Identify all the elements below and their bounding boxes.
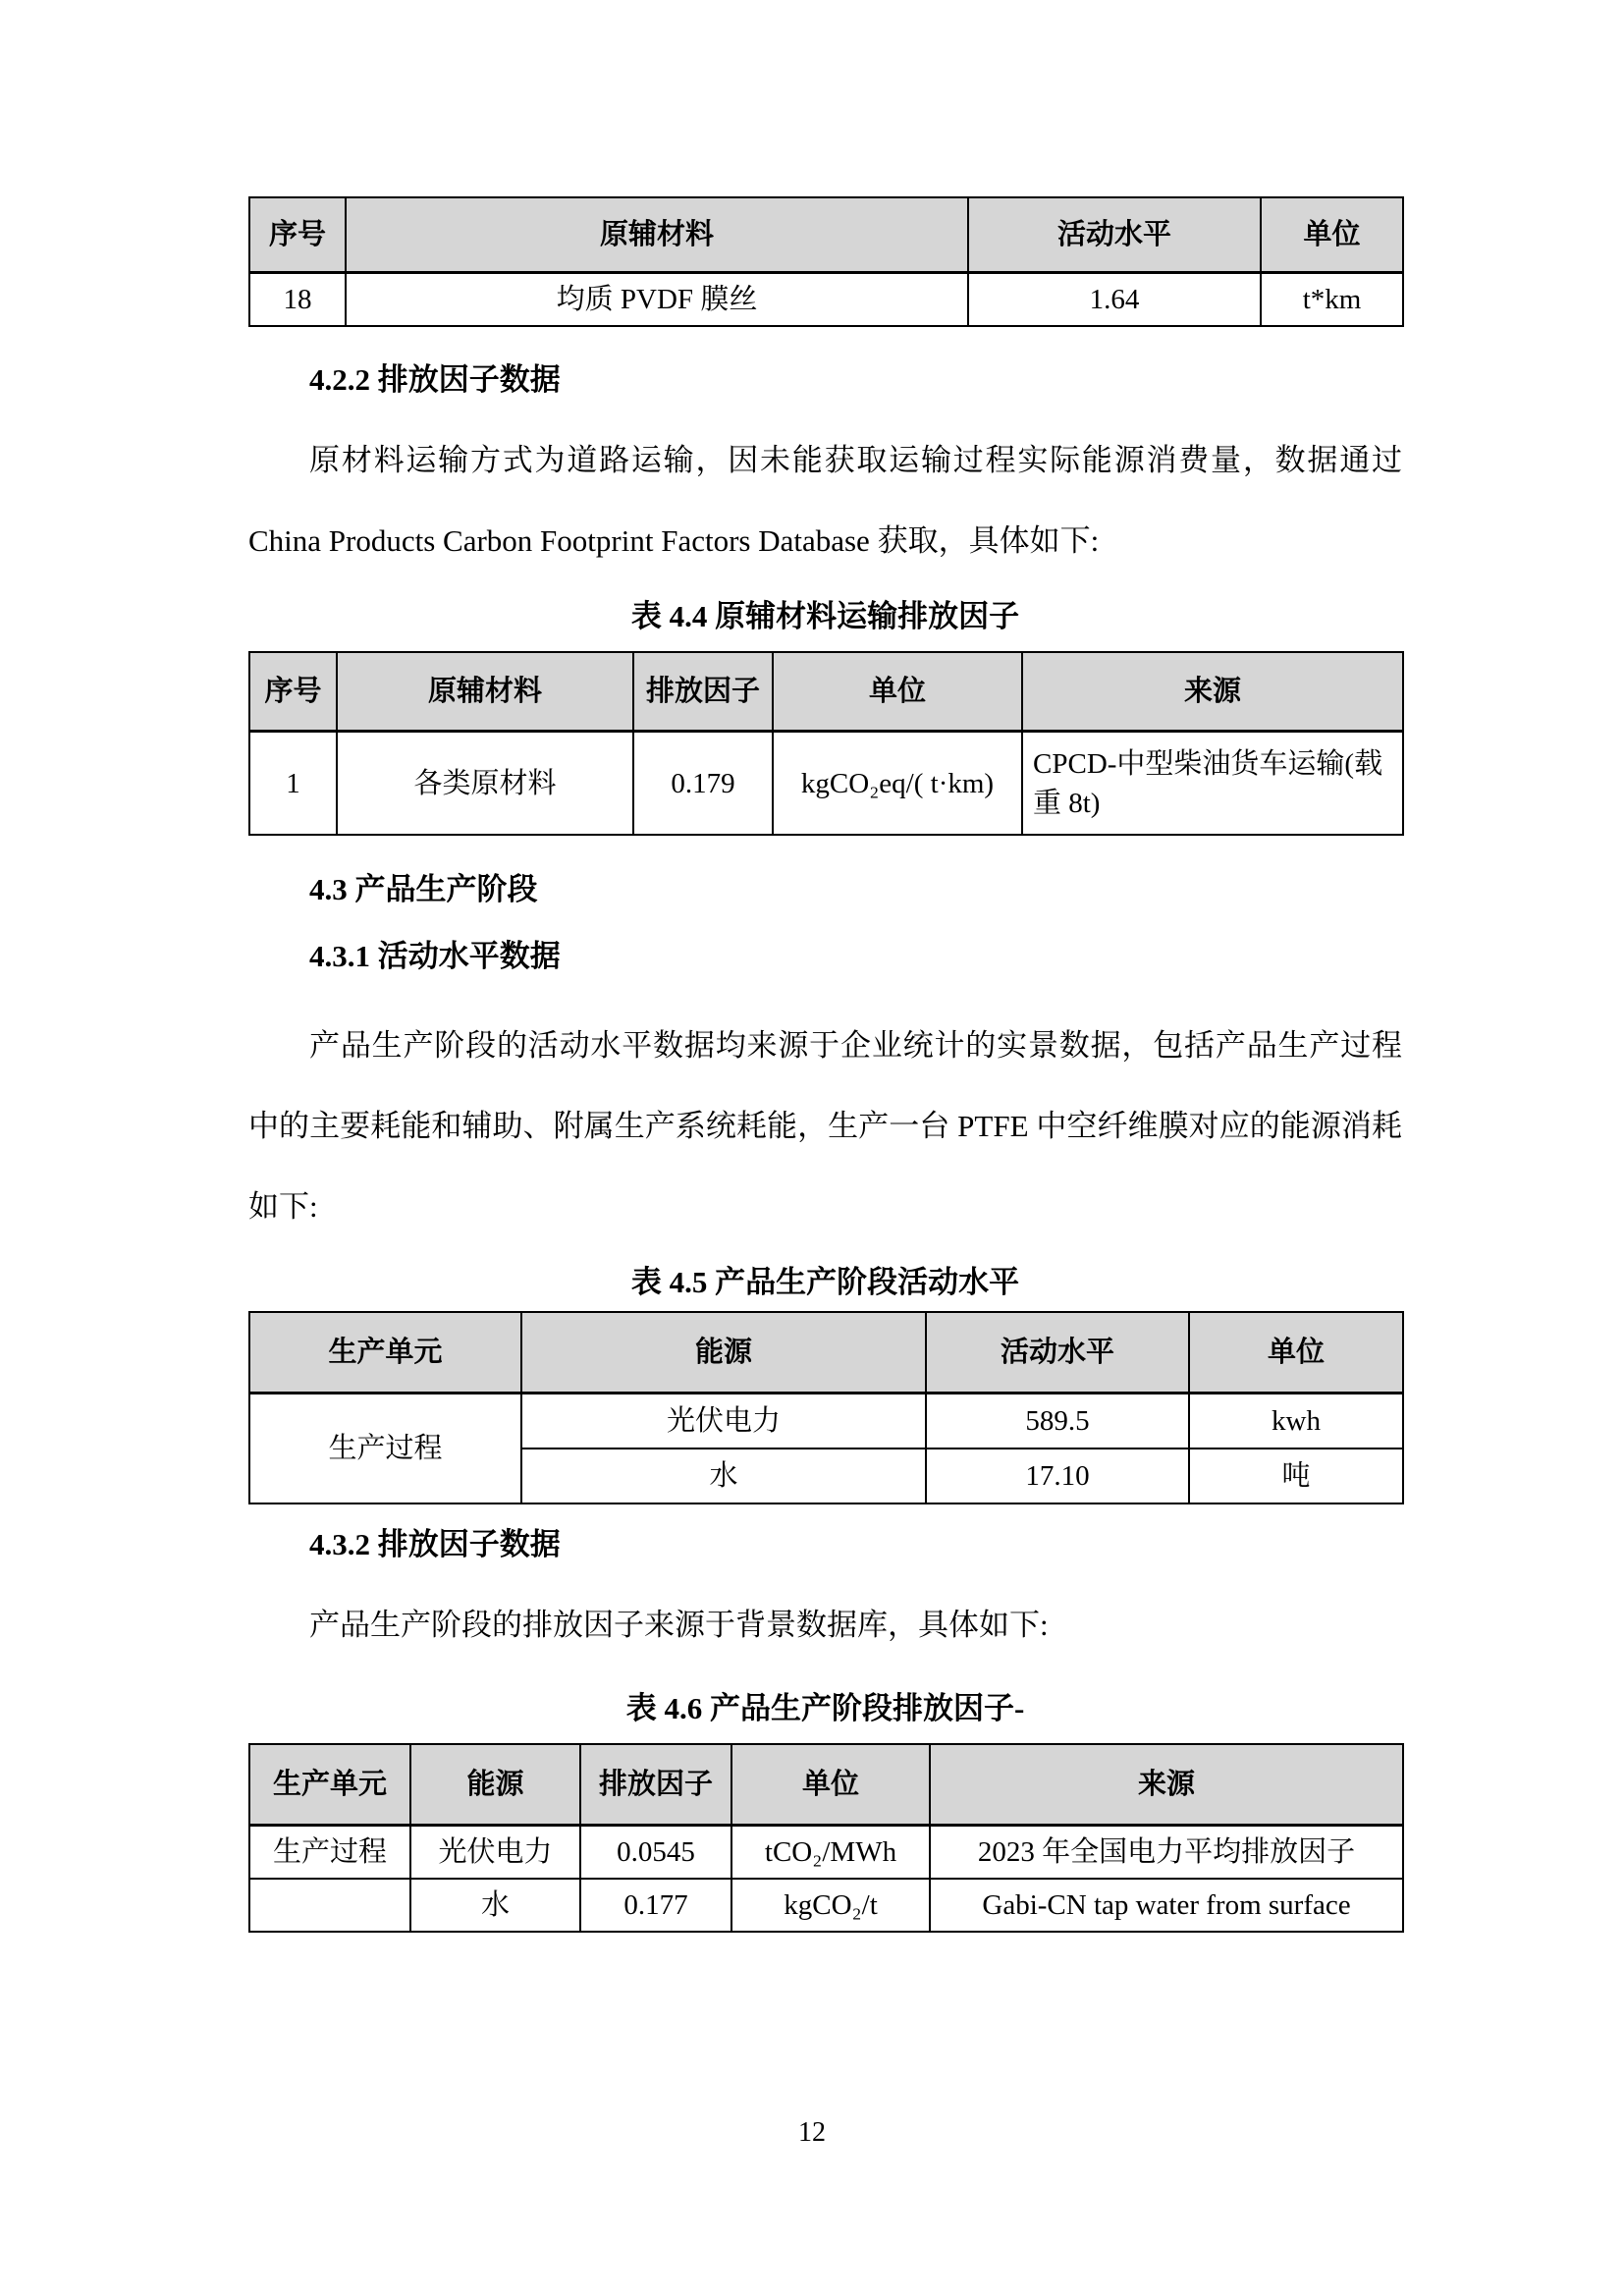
section-heading-432: 4.3.2 排放因子数据 [309, 1527, 561, 1561]
cell-production-unit: 生产过程 [249, 1394, 521, 1504]
cell-unit: kgCO₂eq/( t·km) [773, 732, 1022, 836]
col-header-unit: 单位 [1261, 197, 1403, 273]
table-header-row [249, 197, 1403, 273]
cell-unit: 吨 [1189, 1449, 1403, 1503]
table-row [249, 1826, 1403, 1880]
cell-factor: 0.179 [633, 732, 773, 836]
cell-source: 2023 年全国电力平均排放因子 [930, 1826, 1403, 1880]
col-header-production-unit: 生产单元 [249, 1312, 521, 1394]
cell-source: Gabi-CN tap water from surface [930, 1879, 1403, 1932]
col-header-factor: 排放因子 [633, 652, 773, 732]
col-header-unit: 单位 [773, 652, 1022, 732]
table-44-title: 表 4.4 原辅材料运输排放因子 [630, 599, 1020, 633]
table-header-row [249, 652, 1403, 732]
col-header-index: 序号 [249, 197, 346, 273]
col-header-unit: 单位 [1189, 1312, 1403, 1394]
table-row [249, 1879, 1403, 1932]
paragraph-production-activity: 产品生产阶段的活动水平数据均来源于企业统计的实景数据，包括产品生产过程中的主要耗能和辅助、附属生产系统耗能，生产一台 PTFE 中空纤维膜对应的能源消耗如下: [248, 1028, 1402, 1224]
cell-activity: 589.5 [926, 1394, 1189, 1449]
col-header-production-unit: 生产单元 [249, 1744, 410, 1826]
col-header-factor: 排放因子 [580, 1744, 731, 1826]
cell-unit: kwh [1189, 1394, 1403, 1449]
col-header-material: 原辅材料 [337, 652, 633, 732]
cell-unit: kgCO₂/t [731, 1879, 930, 1932]
col-header-source: 来源 [930, 1744, 1403, 1826]
cell-material: 各类原材料 [337, 732, 633, 836]
section-heading-43: 4.3 产品生产阶段 [309, 872, 538, 906]
page-number: 12 [798, 2117, 826, 2148]
cell-energy: 光伏电力 [410, 1826, 580, 1880]
cell-energy: 光伏电力 [521, 1394, 926, 1449]
col-header-unit: 单位 [731, 1744, 930, 1826]
col-header-energy: 能源 [410, 1744, 580, 1826]
paragraph-transport-emission: 原材料运输方式为道路运输，因未能获取运输过程实际能源消费量，数据通过 China Products Carbon Footprint Factors Database 获取，具体如下: [248, 443, 1402, 558]
cell-index: 1 [249, 732, 337, 836]
cell-unit: tCO₂/MWh [731, 1826, 930, 1880]
cell-source: CPCD-中型柴油货车运输(载重 8t) [1022, 732, 1403, 836]
col-header-energy: 能源 [521, 1312, 926, 1394]
cell-activity: 17.10 [926, 1449, 1189, 1503]
transport-emission-factor-table [248, 651, 1404, 836]
table-row [249, 273, 1403, 327]
cell-energy: 水 [410, 1879, 580, 1932]
cell-factor: 0.177 [580, 1879, 731, 1932]
table-45-title: 表 4.5 产品生产阶段活动水平 [630, 1265, 1020, 1299]
table-46-title: 表 4.6 产品生产阶段排放因子- [625, 1691, 1025, 1725]
paragraph-production-emission: 产品生产阶段的排放因子来源于背景数据库，具体如下: [309, 1608, 1049, 1642]
col-header-activity: 活动水平 [968, 197, 1261, 273]
section-heading-431: 4.3.1 活动水平数据 [309, 939, 561, 973]
col-header-source: 来源 [1022, 652, 1403, 732]
table-header-row [249, 1744, 1403, 1826]
production-emission-factor-table [248, 1743, 1404, 1933]
cell-activity: 1.64 [968, 273, 1261, 327]
col-header-material: 原辅材料 [346, 197, 968, 273]
section-heading-422: 4.2.2 排放因子数据 [309, 362, 561, 397]
table-row [249, 1394, 1403, 1449]
table-row [249, 732, 1403, 836]
materials-activity-table [248, 196, 1404, 327]
production-activity-table [248, 1311, 1404, 1504]
col-header-activity: 活动水平 [926, 1312, 1189, 1394]
col-header-index: 序号 [249, 652, 337, 732]
cell-unit: t*km [1261, 273, 1403, 327]
cell-factor: 0.0545 [580, 1826, 731, 1880]
cell-index: 18 [249, 273, 346, 327]
cell-energy: 水 [521, 1449, 926, 1503]
table-header-row [249, 1312, 1403, 1394]
cell-production-unit: 生产过程 [249, 1826, 410, 1880]
cell-production-unit [249, 1879, 410, 1932]
cell-material: 均质 PVDF 膜丝 [346, 273, 968, 327]
